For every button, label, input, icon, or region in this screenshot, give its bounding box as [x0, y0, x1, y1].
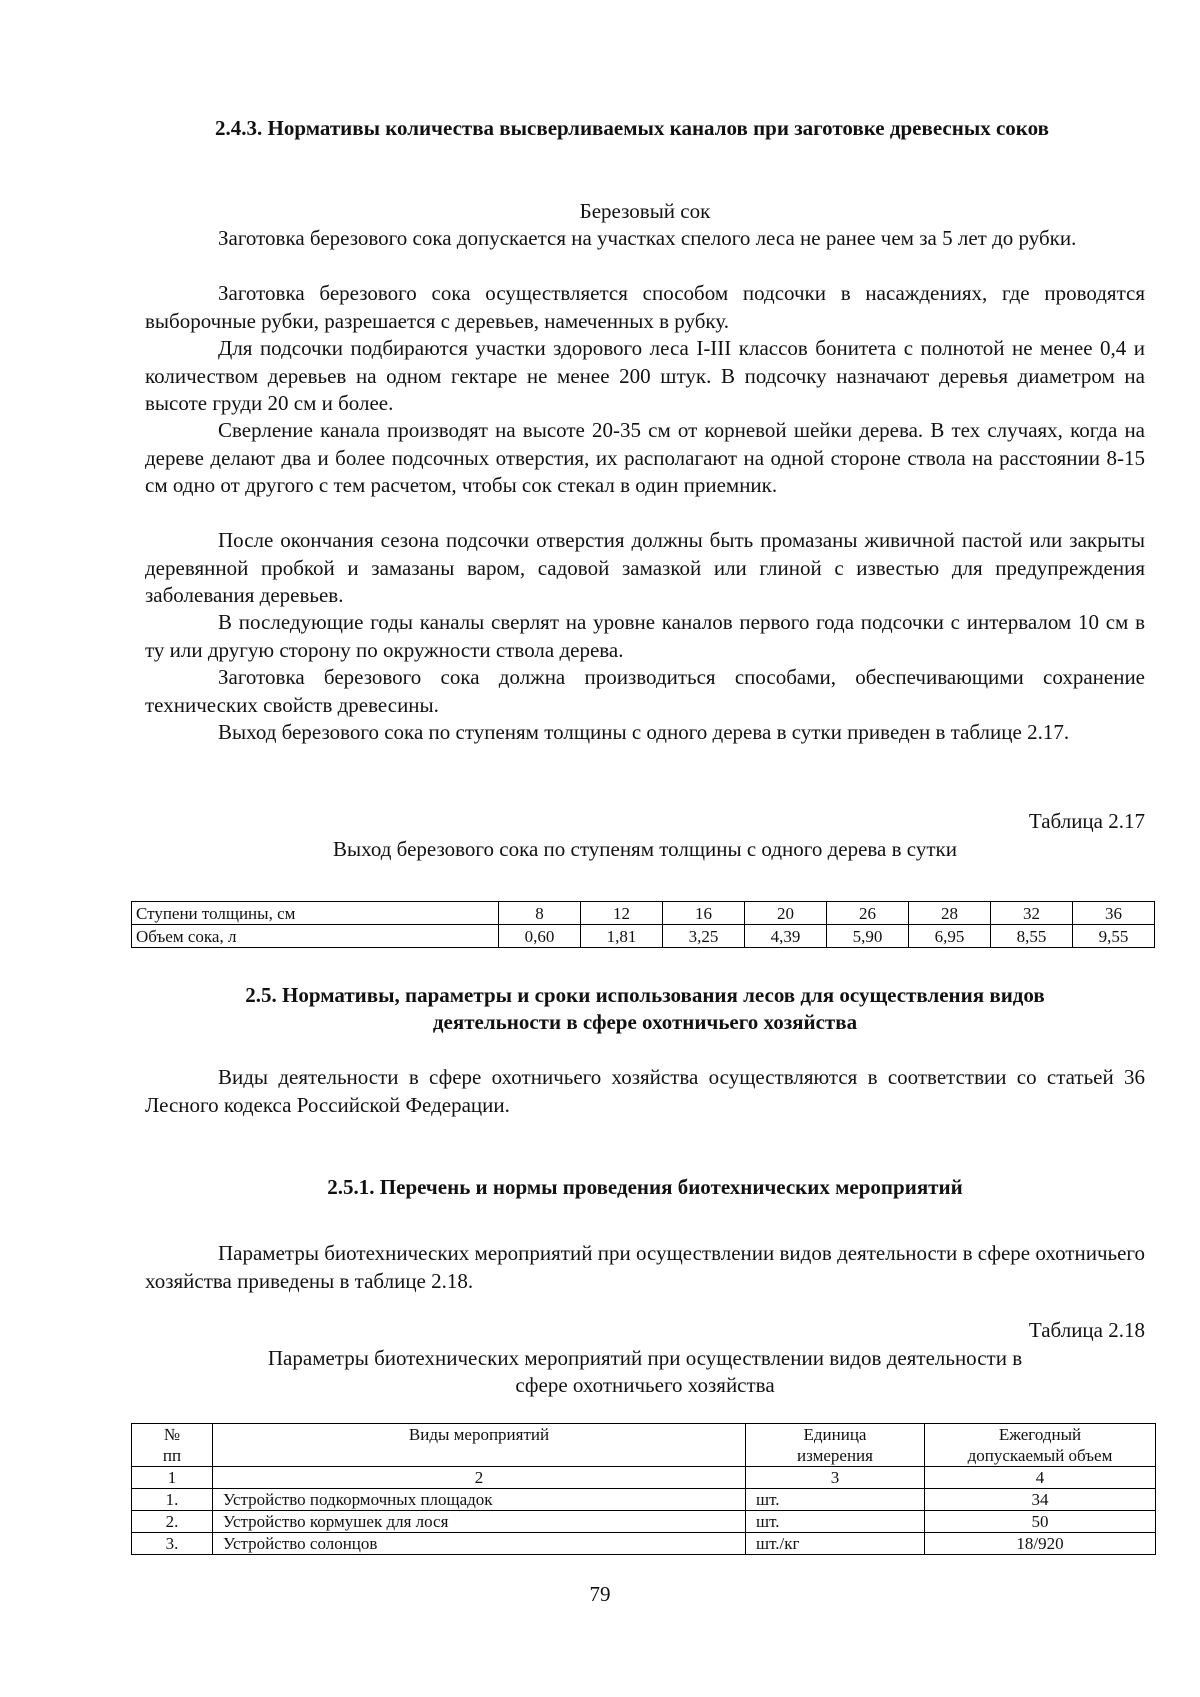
table-cell: 8 [499, 902, 581, 925]
paragraph: В последующие годы каналы сверлят на уровне каналов первого года подсочки с интервалом 10 см в ту или другую сторону по окружности ствола дерева. [145, 610, 1145, 662]
header-text: измерения [797, 1446, 873, 1465]
section-243-heading: 2.4.3. Нормативы количества высверливаемых каналов при заготовке древесных соков [215, 116, 1049, 140]
table-218-number: Таблица 2.18 [1028, 1318, 1145, 1342]
header-text: допускаемый объем [967, 1446, 1113, 1465]
table-217-number: Таблица 2.17 [1028, 809, 1145, 833]
paragraph: Выход березового сока по ступеням толщины с одного дерева в сутки приведен в таблице 2.17. [218, 720, 1070, 744]
table-header-row [132, 1424, 1156, 1467]
page-number: 79 [589, 1582, 611, 1606]
header-text: Единица [803, 1425, 867, 1444]
paragraph: Для подсочки подбираются участки здорового леса I-III классов бонитета с полнотой не менее 0,4 и количеством деревьев на одном гектаре не менее 200 штук. В подсочку назначают деревья диаметром на высоте груди 20 см и более. [145, 336, 1145, 415]
table-cell: 1,81 [581, 925, 663, 948]
header-cell-kind: Виды мероприятий [213, 1424, 746, 1467]
table-cell: 1 [132, 1467, 213, 1489]
table-cell: 9,55 [1073, 925, 1155, 948]
table-cell: шт./кг [746, 1533, 925, 1555]
table-cell: Устройство солонцов [213, 1533, 746, 1555]
table-cell: 32 [991, 902, 1073, 925]
section-25-heading-line2: деятельности в сфере охотничьего хозяйства [432, 1010, 858, 1034]
table-cell: 3,25 [663, 925, 745, 948]
table-cell: шт. [746, 1489, 925, 1511]
table-218-caption-line2: сфере охотничьего хозяйства [515, 1373, 775, 1397]
table-cell: 16 [663, 902, 745, 925]
header-cell-volume [925, 1424, 1156, 1467]
header-text: пп [162, 1446, 182, 1465]
table-cell: 5,90 [827, 925, 909, 948]
table-cell: 3 [746, 1467, 925, 1489]
table-cell: 18/920 [925, 1533, 1156, 1555]
table-217-caption: Выход березового сока по ступеням толщины с одного дерева в сутки [333, 837, 957, 861]
paragraph: Заготовка березового сока должна производиться способами, обеспечивающими сохранение технических свойств древесины. [145, 665, 1145, 717]
table-cell: 2 [213, 1467, 746, 1489]
table-cell: 12 [581, 902, 663, 925]
table-cell: 50 [925, 1511, 1156, 1533]
table-218-caption-line1: Параметры биотехнических мероприятий при осуществлении видов деятельности в [267, 1346, 1023, 1370]
birch-sap-subtitle: Березовый сок [579, 199, 711, 223]
paragraph: Параметры биотехнических мероприятий при осуществлении видов деятельности в сфере охотничьего хозяйства приведены в таблице 2.18. [145, 1241, 1145, 1293]
table-cell: 26 [827, 902, 909, 925]
section-25-heading-line1: 2.5. Нормативы, параметры и сроки использования лесов для осуществления видов [245, 983, 1045, 1007]
table-cell: 36 [1073, 902, 1155, 925]
table-cell: 34 [925, 1489, 1156, 1511]
table-cell: 4,39 [745, 925, 827, 948]
paragraph: Заготовка березового сока осуществляется способом подсочки в насаждениях, где проводятся выборочные рубки, разрешается с деревьев, намеченных в рубку. [145, 281, 1145, 333]
table-cell: 2. [132, 1511, 213, 1533]
table-row [132, 1467, 1156, 1489]
paragraph: Виды деятельности в сфере охотничьего хозяйства осуществляются в соответствии со статьей 36 Лесного кодекса Российской Федерации. [145, 1065, 1145, 1117]
table-row [132, 902, 1155, 925]
table-cell: 6,95 [909, 925, 991, 948]
section-251-heading: 2.5.1. Перечень и нормы проведения биотехнических мероприятий [327, 1175, 963, 1199]
header-cell-no [132, 1424, 213, 1467]
table-218 [131, 1423, 1156, 1555]
table-row [132, 1533, 1156, 1555]
table-row [132, 1489, 1156, 1511]
table-cell: Ступени толщины, см [132, 902, 499, 925]
table-row [132, 925, 1155, 948]
header-text: Ежегодный [998, 1425, 1082, 1444]
table-cell: 20 [745, 902, 827, 925]
table-cell: 1. [132, 1489, 213, 1511]
header-cell-unit [746, 1424, 925, 1467]
paragraph: Сверление канала производят на высоте 20-35 см от корневой шейки дерева. В тех случаях, когда на дереве делают два и более подсочных отверстия, их располагают на одной стороне ствола на расстоянии 8-15 см одно от другого с тем расчетом, чтобы сок стекал в один приемник. [145, 418, 1145, 497]
table-cell: Объем сока, л [132, 925, 499, 948]
table-217 [131, 901, 1155, 948]
paragraph: Заготовка березового сока допускается на участках спелого леса не ранее чем за 5 лет до рубки. [218, 226, 1077, 250]
table-row [132, 1511, 1156, 1533]
table-cell: шт. [746, 1511, 925, 1533]
table-cell: 3. [132, 1533, 213, 1555]
paragraph: После окончания сезона подсочки отверстия должны быть промазаны живичной пастой или закрыты деревянной пробкой и замазаны варом, садовой замазкой или глиной с известью для предупреждения заболевания деревьев. [145, 528, 1145, 607]
table-cell: 0,60 [499, 925, 581, 948]
table-cell: 8,55 [991, 925, 1073, 948]
header-text: № [163, 1425, 181, 1444]
table-cell: 28 [909, 902, 991, 925]
table-cell: 4 [925, 1467, 1156, 1489]
table-cell: Устройство подкормочных площадок [213, 1489, 746, 1511]
table-cell: Устройство кормушек для лося [213, 1511, 746, 1533]
